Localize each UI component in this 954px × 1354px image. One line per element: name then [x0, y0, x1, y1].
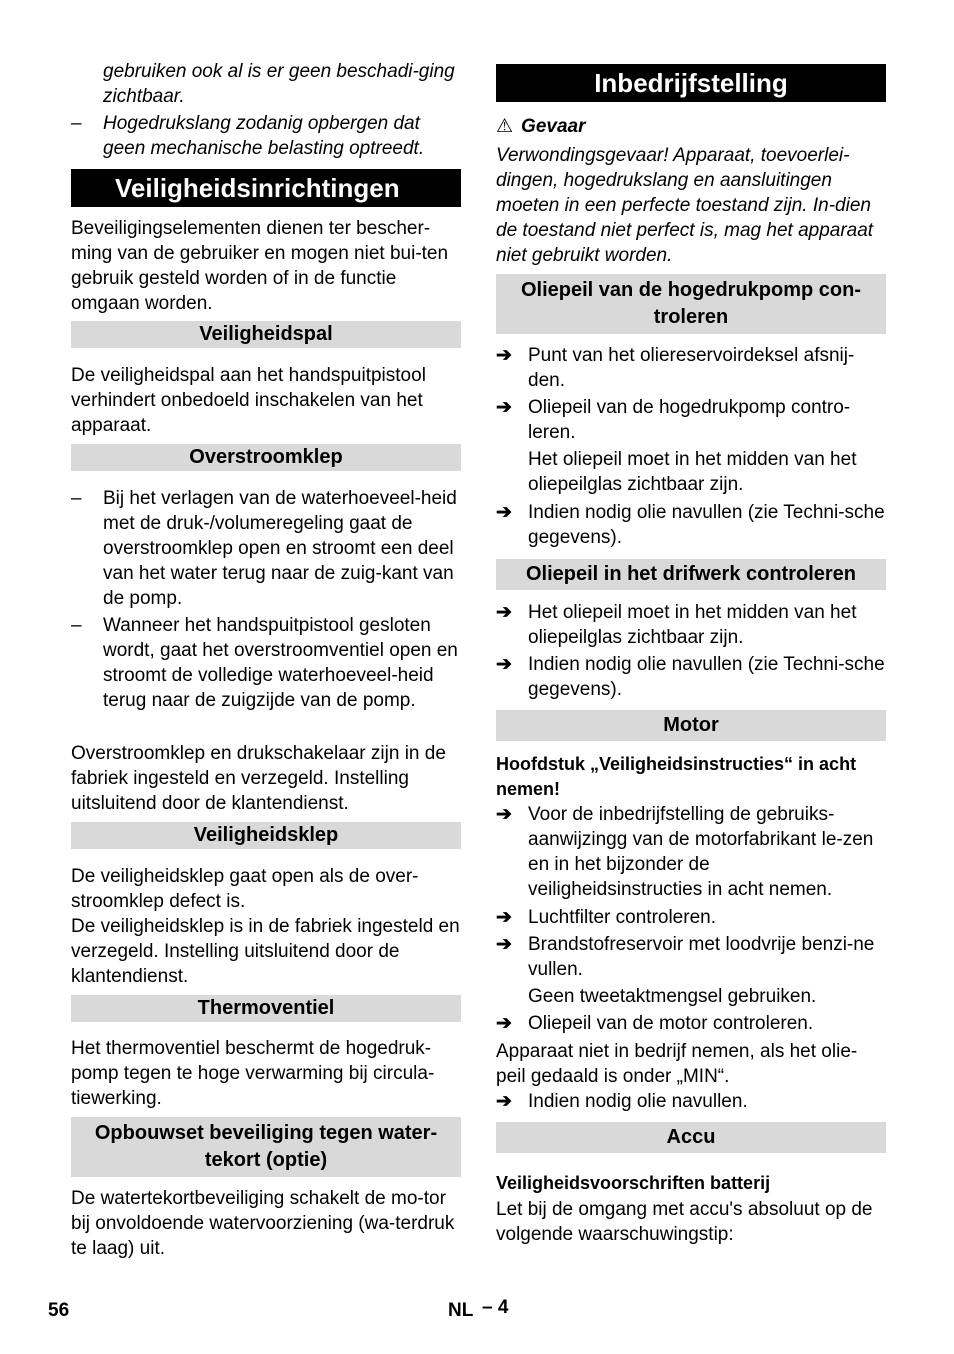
paragraph: De veiligheidspal aan het handspuitpistool verhindert onbedoeld inschakelen van het apparaat. [71, 365, 426, 436]
arrow-icon: ➔ [496, 934, 512, 955]
heading-veiligheidsklep: Veiligheidsklep [71, 822, 461, 849]
dash-marker: – [71, 488, 82, 509]
arrow-icon: ➔ [496, 907, 512, 928]
section-intro: Beveiligingselementen dienen ter bescher-ming van de gebruiker en mogen niet bui-ten gebruik gesteld worden of in de functie omgaan worden. [71, 218, 449, 314]
subheading: Hoofdstuk „Veiligheidsinstructies“ in acht nemen! [496, 754, 857, 799]
paragraph: De watertekortbeveiliging schakelt de mo-tor bij onvoldoende watervoorziening (wa-terdruk te laag) uit. [71, 1188, 455, 1259]
danger-text: Verwondingsgevaar! Apparaat, toevoerlei-dingen, hogedrukslang en aansluitingen moeten in een perfecte toestand zijn. In-dien de toestand niet perfect is, mag het apparaat niet gebruikt worden. [496, 145, 874, 266]
heading-oliepeil-pomp: Oliepeil van de hogedrukpomp con-troleren [496, 274, 886, 334]
arrow-icon: ➔ [496, 654, 512, 675]
list-item: ➔ Brandstofreservoir met loodvrije benzi-ne vullen. [496, 934, 875, 980]
paragraph: De veiligheidsklep is in de fabriek ingesteld en verzegeld. Instelling uitsluitend door de klantendienst. [71, 916, 460, 987]
heading-thermoventiel: Thermoventiel [71, 995, 461, 1022]
list-item: ➔ Punt van het oliereservoirdeksel afsnij-den. [496, 345, 855, 391]
paragraph: Let bij de omgang met accu's absoluut op de volgende waarschuwingstip: [496, 1199, 873, 1245]
danger-label: Gevaar [521, 116, 586, 137]
note: Geen tweetaktmengsel gebruiken. [528, 986, 817, 1007]
arrow-icon: ➔ [496, 345, 512, 366]
list-item: ➔ Indien nodig olie navullen (zie Techni-sche gegevens). [496, 654, 885, 700]
list-item: ➔ Indien nodig olie navullen (zie Techni-sche gegevens). [496, 502, 885, 548]
list-item: – Wanneer het handspuitpistool gesloten wordt, gaat het overstroomventiel open en stroomt de volledige waterhoeveel-heid terug naar de zuigzijde van de pomp. [71, 615, 458, 711]
arrow-icon: ➔ [496, 1013, 512, 1034]
note: Het oliepeil moet in het midden van het oliepeilglas zichtbaar zijn. [528, 449, 857, 495]
heading-overstroomklep: Overstroomklep [71, 444, 461, 471]
page-sub-number: – 4 [482, 1297, 509, 1318]
list-item: – Hogedrukslang zodanig opbergen dat geen mechanische belasting optreedt. [71, 113, 425, 159]
arrow-icon: ➔ [496, 397, 512, 418]
heading-accu: Accu [496, 1122, 886, 1153]
list-item: ➔ Oliepeil van de motor controleren. [496, 1013, 814, 1034]
heading-opbouwset: Opbouwset beveiliging tegen water-tekort (optie) [71, 1117, 461, 1177]
heading-veiligheidspal: Veiligheidspal [71, 321, 461, 348]
arrow-icon: ➔ [496, 602, 512, 623]
dash-marker: – [71, 615, 82, 636]
warning-icon: ⚠ [496, 116, 514, 137]
list-item: ➔ Indien nodig olie navullen. [496, 1091, 748, 1112]
page-number: 56 [48, 1300, 70, 1321]
paragraph: Overstroomklep en drukschakelaar zijn in de fabriek ingesteld en verzegeld. Instelling uitsluitend door de klantendienst. [71, 743, 446, 814]
intro-continuation: gebruiken ook al is er geen beschadi-ging zichtbaar. [103, 61, 455, 107]
section-title-inbedrijfstelling: Inbedrijfstelling [496, 64, 886, 102]
arrow-icon: ➔ [496, 502, 512, 523]
heading-motor: Motor [496, 710, 886, 741]
heading-oliepeil-drijfwerk: Oliepeil in het drifwerk controleren [496, 559, 886, 590]
list-item: ➔ Luchtfilter controleren. [496, 907, 716, 928]
list-item: ➔ Oliepeil van de hogedrukpomp contro-leren. [496, 397, 851, 443]
list-item: ➔ Het oliepeil moet in het midden van het oliepeilglas zichtbaar zijn. [496, 602, 857, 648]
subheading: Veiligheidsvoorschriften batterij [496, 1173, 771, 1193]
language-code: NL [448, 1300, 474, 1321]
list-item: – Bij het verlagen van de waterhoeveel-heid met de druk-/volumeregeling gaat de overstroomklep open en stroomt een deel van het water terug naar de zuig-kant van de pomp. [71, 488, 457, 609]
arrow-icon: ➔ [496, 804, 512, 825]
paragraph: De veiligheidsklep gaat open als de over-stroomklep defect is. [71, 866, 419, 912]
list-item: ➔ Voor de inbedrijfstelling de gebruiks-aanwijzingg van de motorfabrikant le-zen en in het bijzonder de veiligheidsinstructies in acht nemen. [496, 804, 874, 900]
section-title-veiligheidsinrichtingen: Veiligheidsinrichtingen [71, 169, 461, 207]
danger-heading [496, 114, 886, 139]
arrow-icon: ➔ [496, 1091, 512, 1112]
paragraph: Het thermoventiel beschermt de hogedruk-pomp tegen te hoge verwarming bij circula-tiewerking. [71, 1038, 435, 1109]
paragraph: Apparaat niet in bedrijf nemen, als het olie-peil gedaald is onder „MIN“. [496, 1041, 858, 1087]
dash-marker: – [71, 113, 82, 134]
